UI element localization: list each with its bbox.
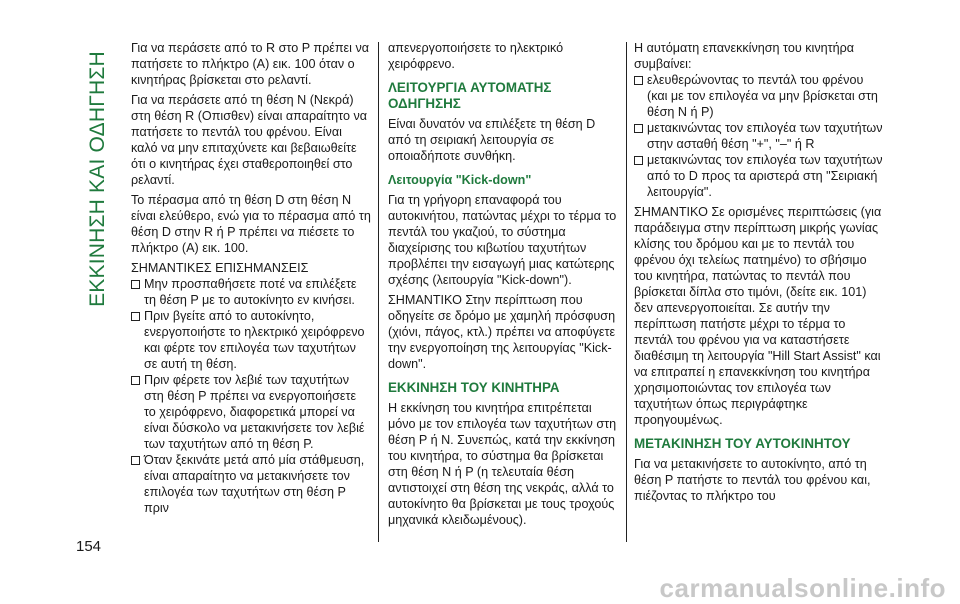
bullet-item	[634, 72, 884, 120]
text-column-3	[634, 40, 884, 508]
section-title-text: ΕΚΚΙΝΗΣΗ ΚΑΙ ΟΔΗΓΗΣΗ	[86, 51, 110, 307]
paragraph: Για να περάσετε από τη θέση N (Νεκρά) στη θέση R (Οπισθεν) είναι απαραίτητο να πατήσετε το πεντάλ του φρένου. Είναι καλό να μην επιταχύνετε και βεβαιωθείτε ότι ο κινητήρας έχει σταθεροποιηθεί στο ρελαντί.	[131, 93, 368, 187]
section-heading: ΛΕΙΤΟΥΡΓΙΑ ΑΥΤΟΜΑΤΗΣ ΟΔΗΓΗΣΗΣ	[388, 80, 552, 111]
bullet-text: μετακινώντας τον επιλογέα των ταχυτήτων στην ασταθή θέση "+", "–" ή R	[647, 121, 883, 151]
bullet-text: Πριν φέρετε τον λεβιέ των ταχυτήτων στη θέση P πρέπει να ενεργοποιήσετε το χειρόφρενο, διαφορετικά μπορεί να είναι δύσκολο να μετακινήσετε τον λεβιέ των ταχυτήτων από τη θέση P.	[144, 373, 365, 451]
bullet-text: Μην προσπαθήσετε ποτέ να επιλέξετε τη θέση P με το αυτοκίνητο εν κινήσει.	[144, 277, 357, 307]
paragraph: Για να μετακινήσετε το αυτοκίνητο, από τη θέση P πατήστε το πεντάλ του φρένου και, πιέζοντας το πλήκτρο του	[634, 457, 871, 503]
bullet-item	[131, 452, 371, 516]
checkbox-bullet-icon	[634, 124, 643, 133]
notes-heading: ΣΗΜΑΝΤΙΚΕΣ ΕΠΙΣΗΜΑΝΣΕΙΣ	[131, 261, 309, 275]
checkbox-bullet-icon	[131, 376, 140, 385]
checkbox-bullet-icon	[131, 312, 140, 321]
bullet-item	[634, 152, 884, 200]
bullet-text: ελευθερώνοντας το πεντάλ του φρένου (και με τον επιλογέα να μην βρίσκεται στη θέση N ή P)	[647, 73, 878, 119]
checkbox-bullet-icon	[634, 156, 643, 165]
bullet-text: Όταν ξεκινάτε μετά από μία στάθμευση, είναι απαραίτητο να μετακινήσετε τον επιλογέα των ταχυτήτων στη θέση P πριν	[144, 453, 365, 515]
paragraph: Η εκκίνηση του κινητήρα επιτρέπεται μόνο με τον επιλογέα των ταχυτήτων στη θέση P ή N. Συνεπώς, κατά την εκκίνηση του κινητήρα, το σύστημα θα βρίσκεται στη θέση N ή P (η τελευταία θέση αντιστοιχεί στη θέση της νεκράς, αλλά το αυτοκίνητο θα βρίσκεται με τους τροχούς μηχανικά κλειδωμένους).	[388, 401, 617, 527]
column-divider	[378, 42, 379, 542]
paragraph: Η αυτόματη επανεκκίνηση του κινητήρα συμβαίνει:	[634, 41, 855, 71]
section-heading: ΜΕΤΑΚΙΝΗΣΗ ΤΟΥ ΑΥΤΟΚΙΝΗΤΟΥ	[634, 436, 851, 451]
checkbox-bullet-icon	[131, 456, 140, 465]
column-divider	[626, 42, 627, 542]
checkbox-bullet-icon	[634, 76, 643, 85]
watermark: carmanualsonline.info	[659, 573, 946, 603]
section-title-vertical	[78, 40, 118, 318]
paragraph: ΣΗΜΑΝΤΙΚΟ Στην περίπτωση που οδηγείτε σε δρόμο με χαμηλή πρόσφυση (χιόνι, πάγος, κτλ.) πρέπει να αποφύγετε την ενεργοποίηση της λειτουργίας "Kick-down".	[388, 293, 616, 371]
bullet-text: μετακινώντας τον επιλογέα των ταχυτήτων από το D προς τα αριστερά στη "Σειριακή λειτουργία".	[647, 153, 883, 199]
bullet-item	[131, 308, 371, 372]
text-column-1	[131, 40, 371, 516]
paragraph: ΣΗΜΑΝΤΙΚΟ Σε ορισμένες περιπτώσεις (για παράδειγμα στην περίπτωση μικρής γωνίας κλίσης του δρόμου και με το πεντάλ του φρένου όχι τελείως πατημένο) το σβήσιμο του κινητήρα, πατώντας το πεντάλ που βρίσκεται δίπλα στο τιμόνι, (δείτε εικ. 101) δεν απενεργοποιείται. Σε αυτήν την περίπτωση πατήστε μέχρι το τέρμα το πεντάλ του φρένου για να καταστήσετε διαθέσιμη τη λειτουργία "Hill Start Assist" και να επιτραπεί η επανεκκίνηση του κινητήρα χρησιμοποιώντας τον επιλογέα των ταχυτήτων όπως περιγράφτηκε προηγουμένως.	[634, 205, 882, 427]
bullet-item	[131, 372, 371, 452]
checkbox-bullet-icon	[131, 280, 140, 289]
paragraph: Το πέρασμα από τη θέση D στη θέση N είναι ελεύθερο, ενώ για το πέρασμα από τη θέση D στην R ή P πρέπει να πιέσετε το πλήκτρο (A) εικ. 100.	[131, 193, 371, 255]
subsection-heading: Λειτουργία "Kick-down"	[388, 173, 532, 187]
paragraph: Είναι δυνατόν να επιλέξετε τη θέση D από τη σειριακή λειτουργία σε οποιαδήποτε συνθήκη.	[388, 117, 596, 163]
bullet-item	[634, 120, 884, 152]
section-heading: ΕΚΚΙΝΗΣΗ ΤΟΥ ΚΙΝΗΤΗΡΑ	[388, 380, 560, 395]
bullet-item	[131, 276, 371, 308]
paragraph: Για να περάσετε από το R στο P πρέπει να πατήσετε το πλήκτρο (A) εικ. 100 όταν ο κινητήρας βρίσκεται στο ρελαντί.	[131, 41, 370, 87]
bullet-text: Πριν βγείτε από το αυτοκίνητο, ενεργοποιήστε το ηλεκτρικό χειρόφρενο και φέρτε τον επιλογέα των ταχυτήτων σε αυτή τη θέση.	[144, 309, 365, 371]
text-column-2	[388, 40, 618, 532]
paragraph: Για τη γρήγορη επαναφορά του αυτοκινήτου, πατώντας μέχρι το τέρμα το πεντάλ του γκαζιού, το σύστημα διαχείρισης του κιβωτίου ταχυτήτων προβλέπει την εισαγωγή μιας κατώτερης σχέσης (λειτουργία "Kick-down").	[388, 193, 617, 287]
paragraph: απενεργοποιήσετε το ηλεκτρικό χειρόφρενο.	[388, 41, 564, 71]
page-number: 154	[76, 538, 102, 555]
